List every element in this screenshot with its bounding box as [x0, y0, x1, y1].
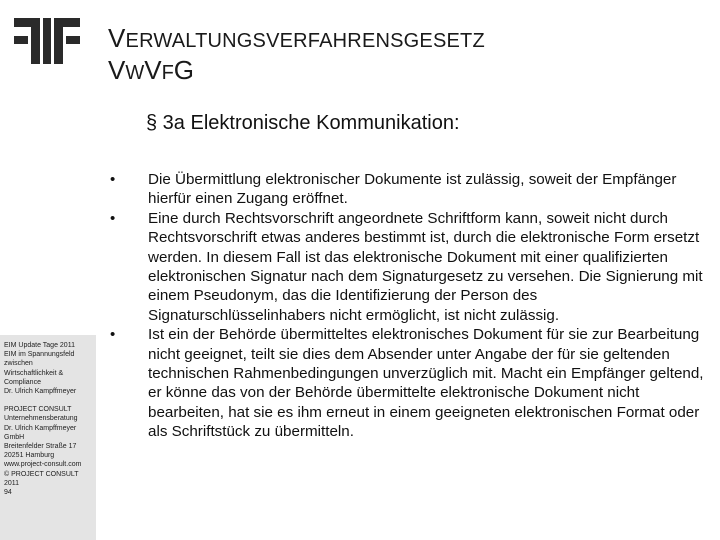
sidebar-line: GmbH [4, 433, 25, 441]
title-rest: ERWALTUNGSVERFAHRENSGESETZ [125, 30, 485, 52]
list-item-text: Die Übermittlung elektronischer Dokumente ist zulässig, soweit der Empfänger hierfür einen Zugang eröffnet. [148, 171, 677, 208]
abbr-part: W [125, 62, 145, 84]
sidebar-line: 20251 Hamburg [4, 452, 55, 460]
list-item [110, 209, 708, 325]
sidebar-line: www.project-consult.com [4, 461, 82, 469]
sidebar-line: EIM Update Tage 2011 [4, 342, 75, 349]
bullet-icon: • [110, 209, 116, 227]
abbr-part: V [144, 55, 162, 85]
abbr-part: F [161, 62, 174, 84]
sidebar-line: Compliance [4, 378, 41, 386]
sidebar-line: Dr. Ulrich Kampffmeyer [4, 424, 77, 432]
sidebar-info-text [4, 341, 96, 497]
sidebar-line: 94 [4, 489, 12, 497]
title-initial: V [108, 23, 126, 53]
sidebar-line: 2011 [4, 479, 20, 487]
list-item [110, 170, 708, 209]
sidebar-line: © PROJECT CONSULT [4, 470, 79, 478]
abbr-part: G [173, 55, 195, 85]
sidebar-line: Unternehmensberatung [4, 415, 78, 423]
abbr-part: V [108, 55, 126, 85]
list-item-text: Ist ein der Behörde übermitteltes elektronisches Dokument für sie zur Bearbeitung nicht geeignet, teilt sie dies dem Absender unter Angabe der für sie geltenden technischen Rahmenbedingungen unverzüglich mit. Macht ein Empfänger geltend, er könne das von der Behörde übermittelte elektronische Dokument nicht bearbeiten, hat sie es ihm erneut in einem geeigneten elektronischen Format oder als Schriftstück zu übermitteln. [148, 326, 704, 441]
bullet-list [110, 170, 708, 442]
project-consult-logo-icon [14, 18, 80, 64]
section-heading: § 3a Elektronische Kommunikation: [146, 112, 460, 134]
list-item [110, 325, 708, 441]
sidebar-gap [4, 396, 96, 405]
sidebar-line: zwischen [4, 360, 33, 368]
list-item-text: Eine durch Rechtsvorschrift angeordnete Schriftform kann, soweit nicht durch Rechtsvorschrift etwas anderes bestimmt ist, durch die elektronische Form ersetzt werden. In diesem Fall ist das elektronische Dokument mit einer qualifizierten elektronischen Signatur nach dem Signaturgesetz zu versehen. Die Signierung mit einem Pseudonym, das die Identifizierung der Person des Signaturschlüsselinhabers nicht ermöglicht, ist nicht zulässig. [148, 209, 703, 324]
bullet-icon: • [110, 171, 116, 188]
sidebar-line: Breitenfelder Straße 17 [4, 443, 77, 451]
page-title [108, 22, 485, 57]
sidebar-line: EIM im Spannungsfeld [4, 351, 75, 359]
sidebar-line: Wirtschaftlichkeit & [4, 369, 64, 377]
page-subtitle [108, 54, 194, 89]
sidebar-line: PROJECT CONSULT [4, 406, 72, 414]
bullet-icon: • [110, 326, 116, 344]
sidebar [0, 0, 96, 540]
sidebar-line: Dr. Ulrich Kampffmeyer [4, 388, 77, 396]
